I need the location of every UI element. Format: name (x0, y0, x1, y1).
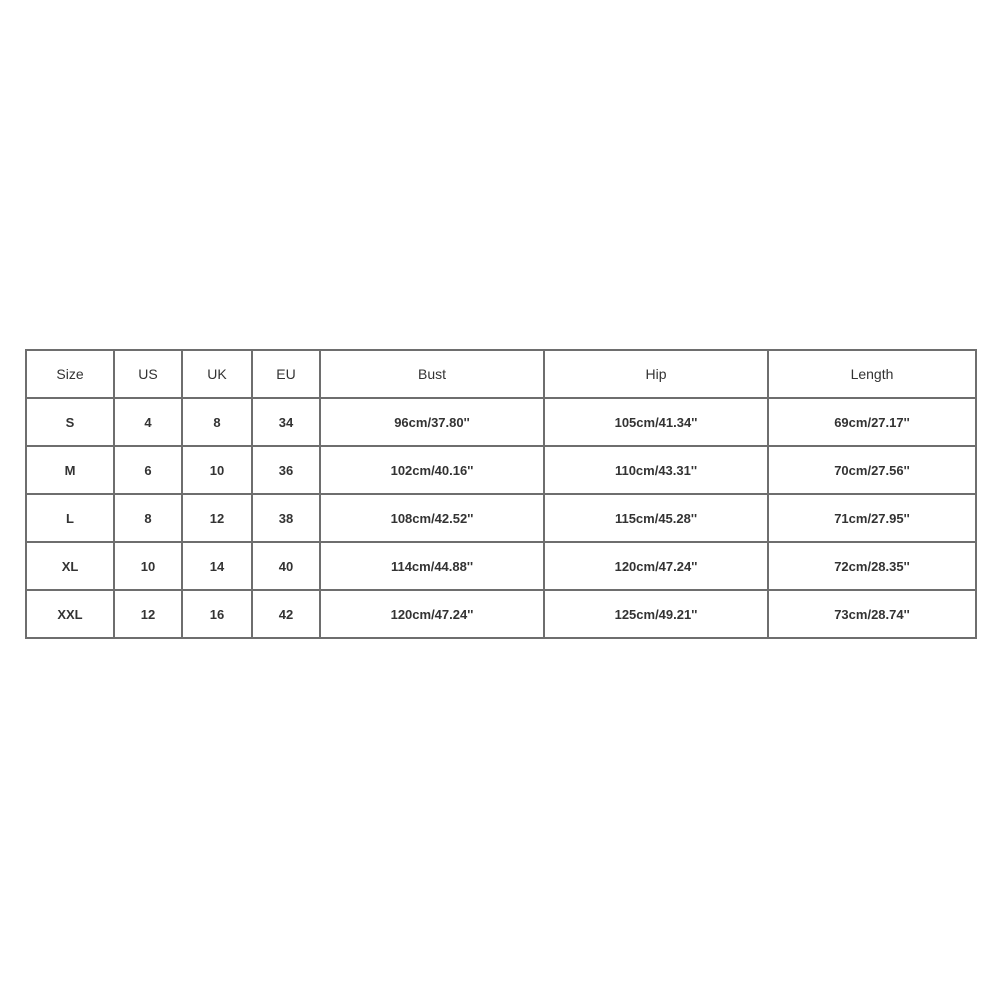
cell-uk: 14 (182, 542, 252, 590)
header-row (26, 350, 976, 398)
cell-size: S (26, 398, 114, 446)
cell-length: 69cm/27.17'' (768, 398, 976, 446)
cell-size: XL (26, 542, 114, 590)
cell-length: 71cm/27.95'' (768, 494, 976, 542)
cell-eu: 36 (252, 446, 320, 494)
size-chart-table (25, 349, 977, 639)
header-us: US (114, 350, 182, 398)
table-row (26, 590, 976, 638)
header-uk: UK (182, 350, 252, 398)
header-bust: Bust (320, 350, 544, 398)
cell-uk: 8 (182, 398, 252, 446)
cell-us: 8 (114, 494, 182, 542)
cell-us: 10 (114, 542, 182, 590)
cell-length: 73cm/28.74'' (768, 590, 976, 638)
cell-us: 12 (114, 590, 182, 638)
cell-bust: 96cm/37.80'' (320, 398, 544, 446)
cell-size: L (26, 494, 114, 542)
cell-eu: 34 (252, 398, 320, 446)
cell-eu: 38 (252, 494, 320, 542)
header-hip: Hip (544, 350, 768, 398)
cell-length: 72cm/28.35'' (768, 542, 976, 590)
cell-eu: 40 (252, 542, 320, 590)
cell-bust: 114cm/44.88'' (320, 542, 544, 590)
cell-hip: 120cm/47.24'' (544, 542, 768, 590)
cell-hip: 110cm/43.31'' (544, 446, 768, 494)
cell-uk: 16 (182, 590, 252, 638)
cell-bust: 102cm/40.16'' (320, 446, 544, 494)
cell-length: 70cm/27.56'' (768, 446, 976, 494)
table-row (26, 446, 976, 494)
cell-size: XXL (26, 590, 114, 638)
cell-hip: 125cm/49.21'' (544, 590, 768, 638)
cell-hip: 105cm/41.34'' (544, 398, 768, 446)
cell-eu: 42 (252, 590, 320, 638)
cell-bust: 120cm/47.24'' (320, 590, 544, 638)
cell-us: 6 (114, 446, 182, 494)
cell-uk: 12 (182, 494, 252, 542)
header-eu: EU (252, 350, 320, 398)
header-size: Size (26, 350, 114, 398)
cell-hip: 115cm/45.28'' (544, 494, 768, 542)
header-length: Length (768, 350, 976, 398)
table-row (26, 542, 976, 590)
cell-size: M (26, 446, 114, 494)
table-row (26, 398, 976, 446)
table-row (26, 494, 976, 542)
cell-bust: 108cm/42.52'' (320, 494, 544, 542)
cell-us: 4 (114, 398, 182, 446)
cell-uk: 10 (182, 446, 252, 494)
